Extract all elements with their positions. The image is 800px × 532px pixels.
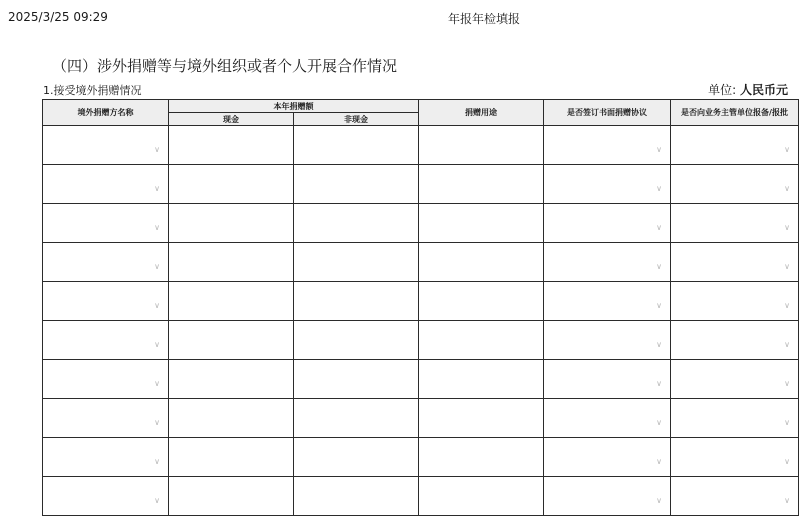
non-cash-input[interactable] bbox=[294, 399, 419, 438]
table-row bbox=[43, 399, 799, 438]
chevron-down-icon: ∨ bbox=[784, 379, 790, 388]
chevron-down-icon: ∨ bbox=[784, 262, 790, 271]
table-row bbox=[43, 477, 799, 516]
non-cash-input[interactable] bbox=[294, 282, 419, 321]
chevron-down-icon: ∨ bbox=[784, 301, 790, 310]
purpose-input[interactable] bbox=[419, 321, 544, 360]
chevron-down-icon: ∨ bbox=[154, 379, 160, 388]
purpose-input[interactable] bbox=[419, 438, 544, 477]
unit-label: 单位: bbox=[708, 83, 740, 97]
cash-input[interactable] bbox=[169, 360, 294, 399]
reported-select[interactable] bbox=[671, 399, 799, 438]
chevron-down-icon: ∨ bbox=[154, 145, 160, 154]
purpose-input[interactable] bbox=[419, 243, 544, 282]
purpose-input[interactable] bbox=[419, 477, 544, 516]
non-cash-input[interactable] bbox=[294, 165, 419, 204]
chevron-down-icon: ∨ bbox=[656, 379, 662, 388]
chevron-down-icon: ∨ bbox=[784, 145, 790, 154]
col-non-cash: 非现金 bbox=[294, 113, 419, 126]
signed-agreement-select[interactable] bbox=[544, 282, 671, 321]
reported-select[interactable] bbox=[671, 165, 799, 204]
donor-name-input[interactable] bbox=[43, 360, 169, 399]
chevron-down-icon: ∨ bbox=[154, 340, 160, 349]
chevron-down-icon: ∨ bbox=[154, 496, 160, 505]
signed-agreement-select[interactable] bbox=[544, 360, 671, 399]
signed-agreement-select[interactable] bbox=[544, 165, 671, 204]
donor-name-input[interactable] bbox=[43, 282, 169, 321]
non-cash-input[interactable] bbox=[294, 126, 419, 165]
subsection-title: 1.接受境外捐赠情况 bbox=[43, 84, 142, 97]
chevron-down-icon: ∨ bbox=[784, 340, 790, 349]
chevron-down-icon: ∨ bbox=[154, 457, 160, 466]
currency-unit bbox=[708, 81, 788, 98]
cash-input[interactable] bbox=[169, 477, 294, 516]
signed-agreement-select[interactable] bbox=[544, 477, 671, 516]
chevron-down-icon: ∨ bbox=[656, 301, 662, 310]
cash-input[interactable] bbox=[169, 165, 294, 204]
signed-agreement-select[interactable] bbox=[544, 243, 671, 282]
non-cash-input[interactable] bbox=[294, 243, 419, 282]
non-cash-input[interactable] bbox=[294, 204, 419, 243]
table-row bbox=[43, 204, 799, 243]
chevron-down-icon: ∨ bbox=[656, 418, 662, 427]
print-timestamp: 2025/3/25 09:29 bbox=[8, 10, 108, 24]
signed-agreement-select[interactable] bbox=[544, 438, 671, 477]
donor-name-input[interactable] bbox=[43, 321, 169, 360]
chevron-down-icon: ∨ bbox=[784, 223, 790, 232]
reported-select[interactable] bbox=[671, 126, 799, 165]
table-row bbox=[43, 126, 799, 165]
donor-name-input[interactable] bbox=[43, 165, 169, 204]
chevron-down-icon: ∨ bbox=[154, 301, 160, 310]
non-cash-input[interactable] bbox=[294, 360, 419, 399]
cash-input[interactable] bbox=[169, 126, 294, 165]
chevron-down-icon: ∨ bbox=[784, 418, 790, 427]
chevron-down-icon: ∨ bbox=[154, 223, 160, 232]
chevron-down-icon: ∨ bbox=[656, 184, 662, 193]
chevron-down-icon: ∨ bbox=[656, 457, 662, 466]
donor-name-input[interactable] bbox=[43, 126, 169, 165]
reported-select[interactable] bbox=[671, 360, 799, 399]
purpose-input[interactable] bbox=[419, 126, 544, 165]
chevron-down-icon: ∨ bbox=[154, 184, 160, 193]
col-annual-amount: 本年捐赠额 bbox=[169, 100, 419, 113]
chevron-down-icon: ∨ bbox=[656, 223, 662, 232]
non-cash-input[interactable] bbox=[294, 438, 419, 477]
donor-name-input[interactable] bbox=[43, 204, 169, 243]
purpose-input[interactable] bbox=[419, 165, 544, 204]
unit-value: 人民币元 bbox=[739, 83, 788, 97]
reported-select[interactable] bbox=[671, 321, 799, 360]
reported-select[interactable] bbox=[671, 204, 799, 243]
chevron-down-icon: ∨ bbox=[784, 184, 790, 193]
donor-name-input[interactable] bbox=[43, 438, 169, 477]
signed-agreement-select[interactable] bbox=[544, 126, 671, 165]
chevron-down-icon: ∨ bbox=[784, 457, 790, 466]
signed-agreement-select[interactable] bbox=[544, 321, 671, 360]
foreign-donation-table bbox=[42, 99, 799, 516]
chevron-down-icon: ∨ bbox=[656, 496, 662, 505]
non-cash-input[interactable] bbox=[294, 477, 419, 516]
col-signed-agreement: 是否签订书面捐赠协议 bbox=[544, 100, 671, 126]
cash-input[interactable] bbox=[169, 204, 294, 243]
donor-name-input[interactable] bbox=[43, 477, 169, 516]
col-donor-name: 境外捐赠方名称 bbox=[43, 100, 169, 126]
chevron-down-icon: ∨ bbox=[784, 496, 790, 505]
chevron-down-icon: ∨ bbox=[656, 262, 662, 271]
document-title: 年报年检填报 bbox=[448, 12, 521, 26]
col-cash: 现金 bbox=[169, 113, 294, 126]
reported-select[interactable] bbox=[671, 243, 799, 282]
cash-input[interactable] bbox=[169, 243, 294, 282]
signed-agreement-select[interactable] bbox=[544, 399, 671, 438]
purpose-input[interactable] bbox=[419, 399, 544, 438]
table-row bbox=[43, 282, 799, 321]
cash-input[interactable] bbox=[169, 321, 294, 360]
chevron-down-icon: ∨ bbox=[656, 340, 662, 349]
purpose-input[interactable] bbox=[419, 282, 544, 321]
purpose-input[interactable] bbox=[419, 360, 544, 399]
donor-name-input[interactable] bbox=[43, 243, 169, 282]
chevron-down-icon: ∨ bbox=[656, 145, 662, 154]
signed-agreement-select[interactable] bbox=[544, 204, 671, 243]
chevron-down-icon: ∨ bbox=[154, 262, 160, 271]
donor-name-input[interactable] bbox=[43, 399, 169, 438]
reported-select[interactable] bbox=[671, 477, 799, 516]
non-cash-input[interactable] bbox=[294, 321, 419, 360]
col-purpose: 捐赠用途 bbox=[419, 100, 544, 126]
reported-select[interactable] bbox=[671, 438, 799, 477]
purpose-input[interactable] bbox=[419, 204, 544, 243]
chevron-down-icon: ∨ bbox=[154, 418, 160, 427]
table-row bbox=[43, 438, 799, 477]
cash-input[interactable] bbox=[169, 282, 294, 321]
table-row bbox=[43, 321, 799, 360]
table-row bbox=[43, 243, 799, 282]
cash-input[interactable] bbox=[169, 399, 294, 438]
reported-select[interactable] bbox=[671, 282, 799, 321]
cash-input[interactable] bbox=[169, 438, 294, 477]
section-title: （四）涉外捐赠等与境外组织或者个人开展合作情况 bbox=[52, 57, 398, 75]
table-row bbox=[43, 165, 799, 204]
table-row bbox=[43, 360, 799, 399]
col-reported: 是否向业务主管单位报备/报批 bbox=[671, 100, 799, 126]
